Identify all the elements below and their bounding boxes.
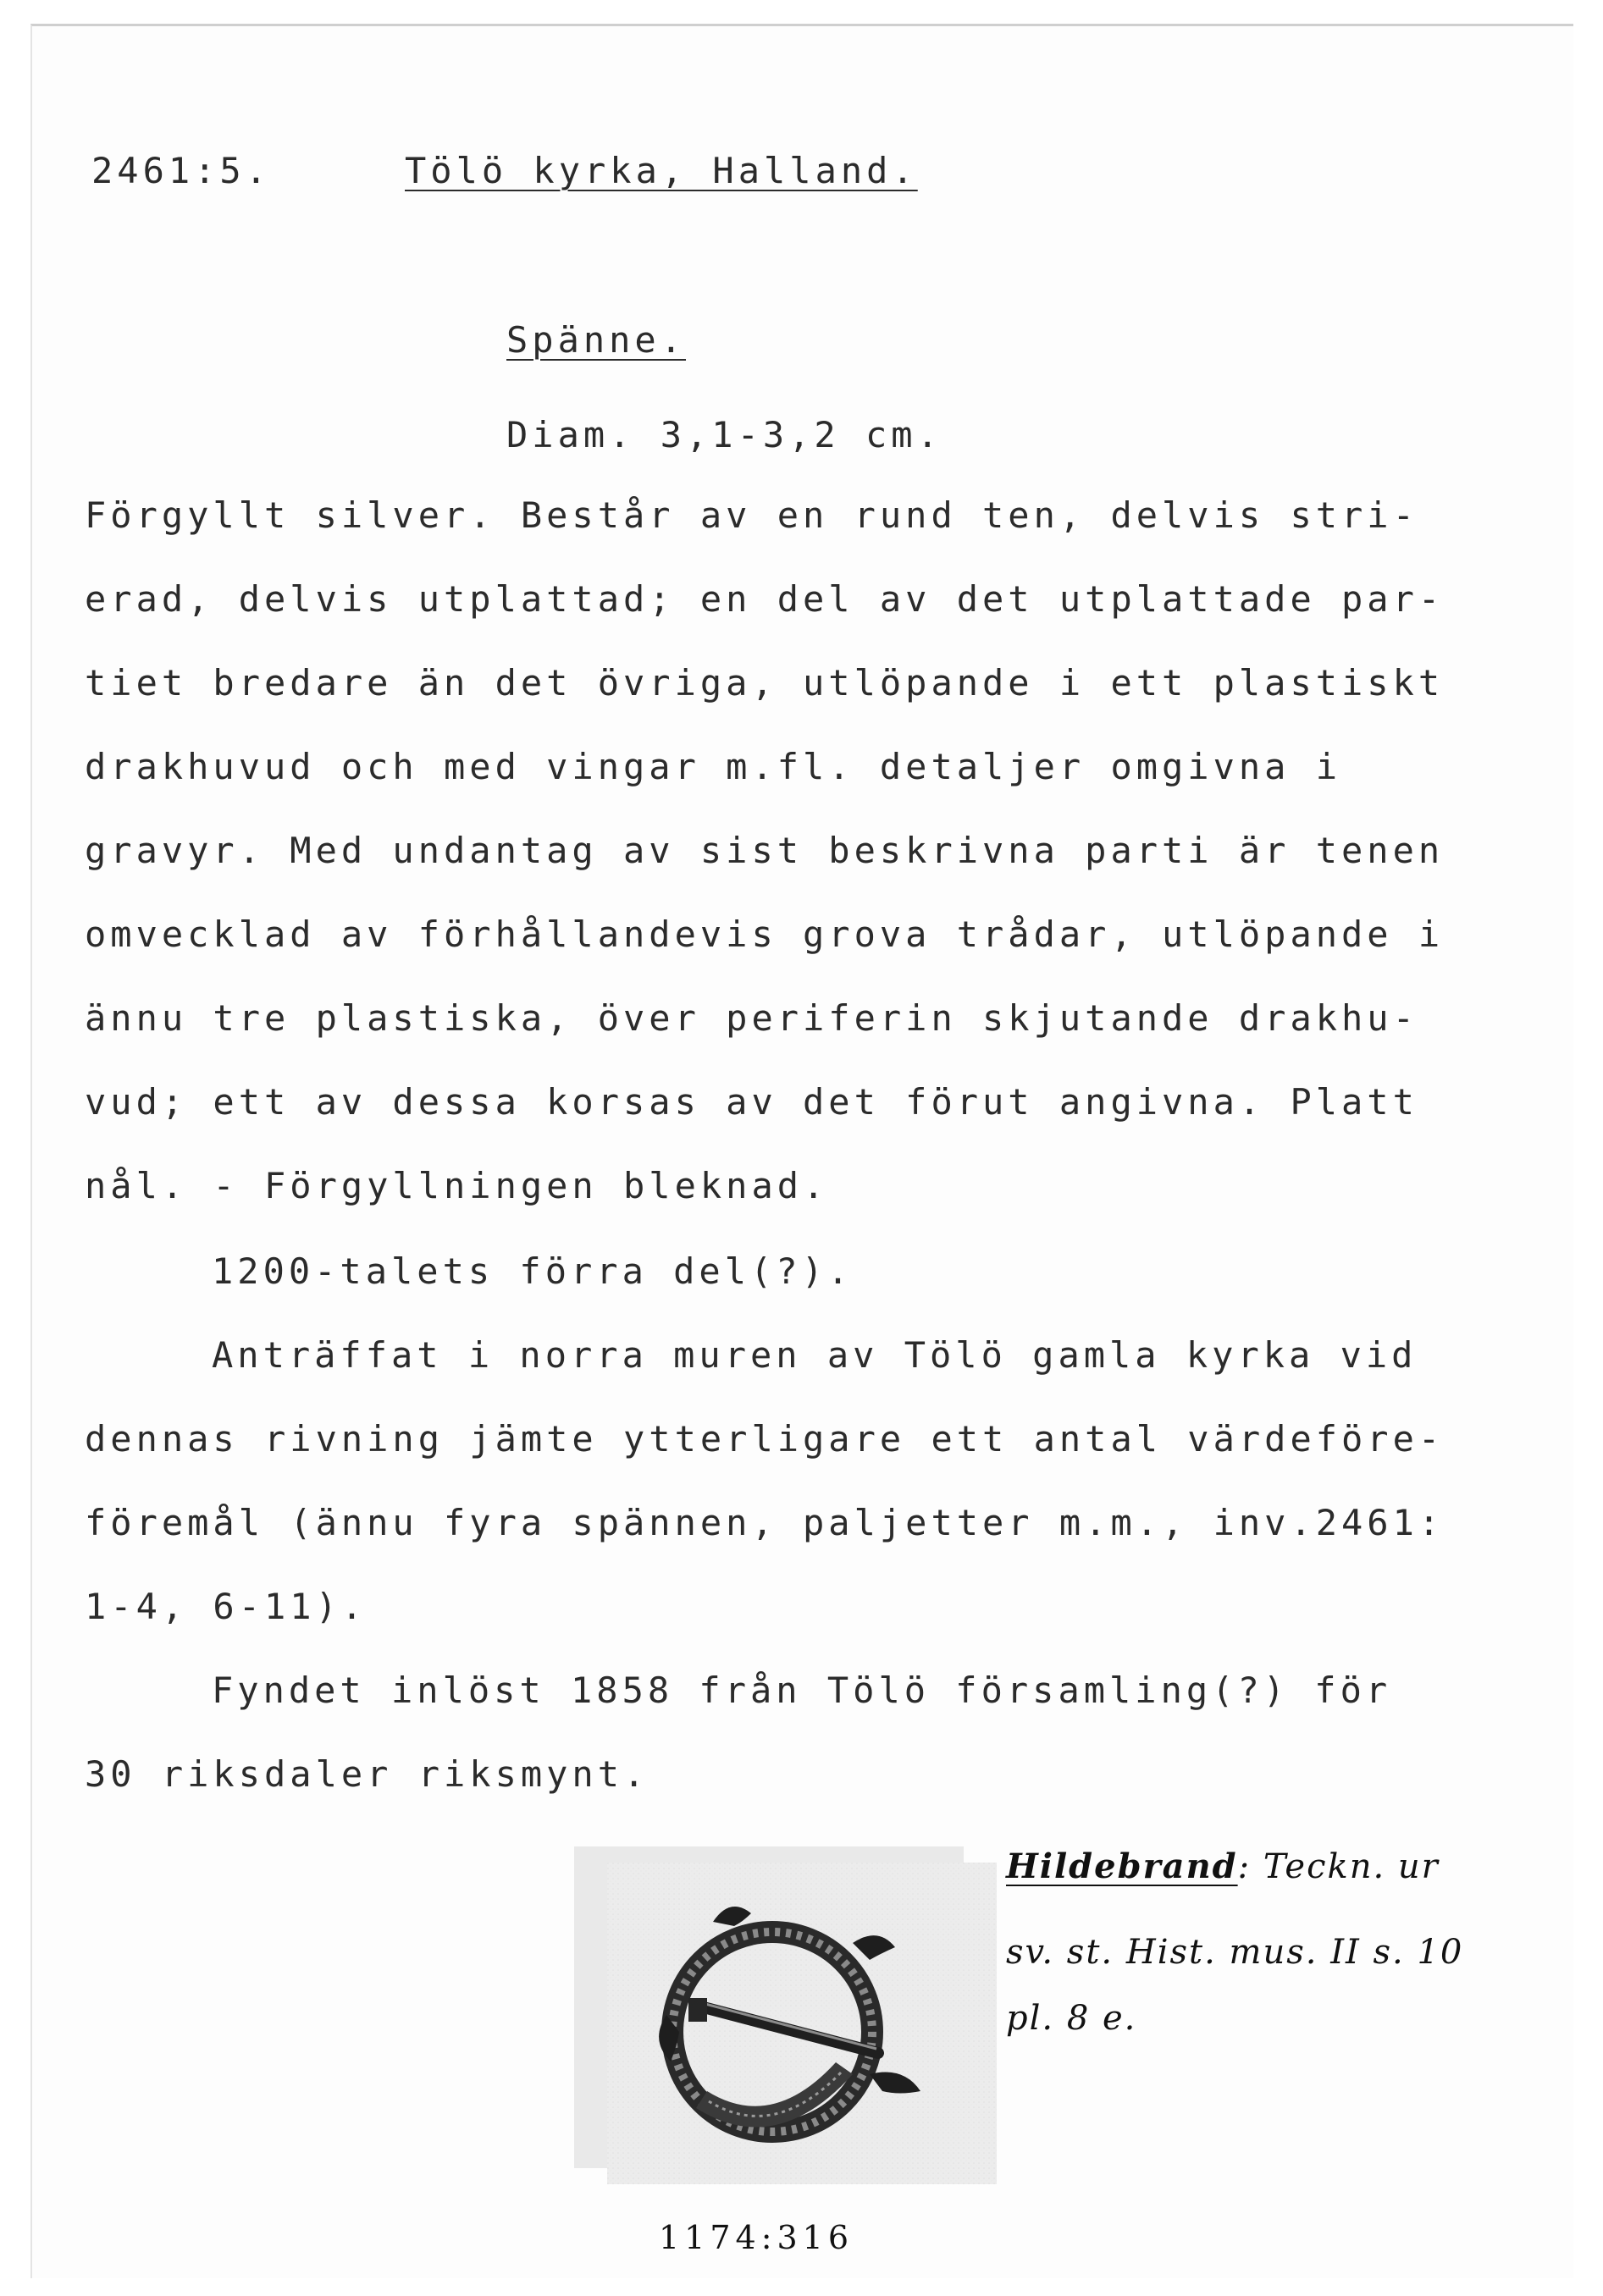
description-line: gravyr. Med undantag av sist beskrivna parti är tenen	[85, 830, 1445, 871]
handwritten-note-line2: sv. st. Hist. mus. II s. 10	[1006, 1933, 1464, 1972]
handwritten-note-line3: pl. 8 e.	[1006, 1999, 1137, 2038]
photo-number: 1174:316	[659, 2219, 854, 2256]
acquisition-line: 30 riksdaler riksmynt.	[85, 1753, 649, 1795]
description-line: tiet bredare än det övriga, utlöpande i ett plastiskt	[85, 662, 1445, 704]
find-line: 1-4, 6-11).	[85, 1586, 368, 1627]
handwritten-note-text: : Teckn. ur	[1237, 1847, 1440, 1886]
handwritten-author: Hildebrand	[1006, 1846, 1238, 1886]
acquisition-line: Fyndet inlöst 1858 från Tölö församling(?) för	[212, 1670, 1392, 1711]
description-line: nål. - Förgyllningen bleknad.	[85, 1165, 829, 1206]
brooch-photo-icon	[607, 1863, 997, 2184]
location-heading: Tölö kyrka, Halland.	[405, 150, 918, 191]
object-title: Spänne.	[506, 319, 687, 361]
description-line: vud; ett av dessa korsas av det förut angivna. Platt	[85, 1081, 1418, 1123]
description-line: omvecklad av förhållandevis grova trådar, utlöpande i	[85, 913, 1445, 955]
inventory-number: 2461:5.	[91, 150, 272, 191]
find-line: dennas rivning jämte ytterligare ett antal värdeföre-	[85, 1418, 1445, 1460]
find-line: Anträffat i norra muren av Tölö gamla kyrka vid	[212, 1334, 1418, 1376]
find-line: föremål (ännu fyra spännen, paljetter m.m., inv.2461:	[85, 1502, 1445, 1543]
dating: 1200-talets förra del(?).	[212, 1250, 854, 1292]
object-dimensions: Diam. 3,1-3,2 cm.	[506, 414, 942, 455]
description-line: erad, delvis utplattad; en del av det utplattade par-	[85, 578, 1445, 620]
description-line: ännu tre plastiska, över periferin skjutande drakhu-	[85, 997, 1418, 1039]
description-line: drakhuvud och med vingar m.fl. detaljer omgivna i	[85, 746, 1342, 787]
description-line: Förgyllt silver. Består av en rund ten, delvis stri-	[85, 494, 1418, 536]
brooch-photo	[574, 1846, 964, 2168]
handwritten-note-line1	[1006, 1846, 1440, 1886]
document-sheet	[30, 24, 1573, 2278]
